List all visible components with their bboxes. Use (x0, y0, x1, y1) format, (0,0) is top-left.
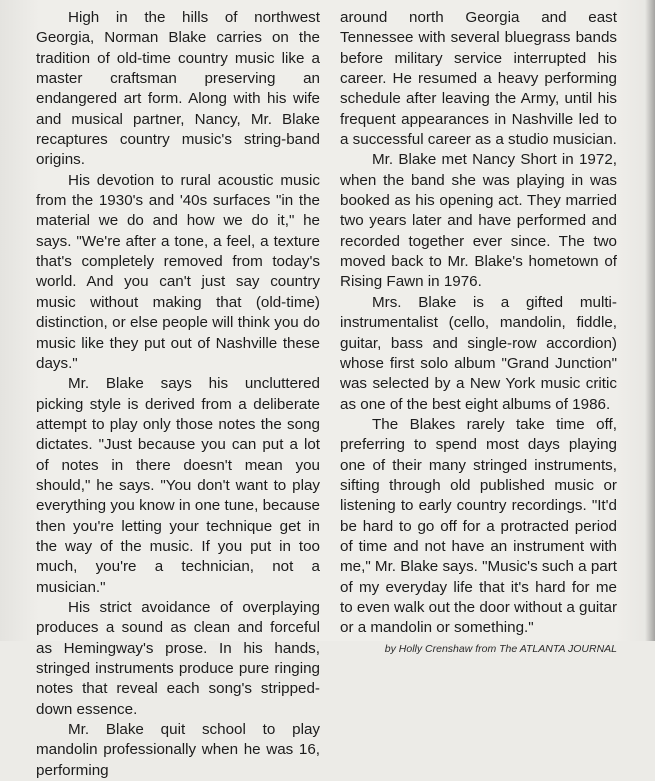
paragraph-devotion: His devotion to rural acoustic music from the 1930's and '40s surfaces "in the material we do and how we do it," he says. "We're after a tone, a feel, a texture that's completely removed from today's world. And you can't just say country music without making that (old-time) distinction, or else people will think you do music like they put out of Nashville these days." (36, 171, 320, 372)
paragraph-picking-style: Mr. Blake says his uncluttered picking style is derived from a deliberate attempt to play only those notes the song dictates. "Just because you can put a lot of notes in there doesn't mean you should," he says. "You don't want to play everything you know in one tune, because then you're letting your technique get in the way of the music. If you put in too much, you're a technician, not a musician." (36, 375, 320, 596)
paragraph-overplaying: His strict avoidance of overplaying produces a sound as clean and forceful as Hemingway's prose. In his hands, stringed instruments produce pure ringing notes that reveal each song's stripped-down essence. (36, 598, 320, 718)
paragraph-nancy: Mr. Blake met Nancy Short in 1972, when the band she was playing in was booked as his opening act. They married two years later and have performed and recorded together ever since. The two moved back to Mr. Blake's hometown of Rising Fawn in 1976. (340, 151, 617, 291)
paragraph-intro: High in the hills of northwest Georgia, Norman Blake carries on the tradition of old-time country music like a master craftsman preserving an endangered art form. Along with his wife and musical partner, Nancy, Mr. Blake recaptures country music's string-band origins. (36, 9, 320, 169)
left-column (36, 8, 320, 781)
paragraph-multi-instrumentalist: Mrs. Blake is a gifted multi-instrumentalist (cello, mandolin, fiddle, guitar, bass and single-row accordion) whose first solo album "Grand Junction" was selected by a New York music critic as one of the best eight albums of 1986. (340, 293, 617, 413)
page-edge-shadow (645, 0, 655, 641)
paragraph-time-off: The Blakes rarely take time off, preferring to spend most days playing one of their many stringed instruments, sifting through old published music or listening to early country recordings. "It'd be hard to go off for a protracted period of time and not have an instrument with me," Mr. Blake says. "Music's such a part of my everyday life that it's hard for me to even walk out the door without a guitar or a mandolin or something." (340, 415, 618, 637)
paragraph-quit-school: Mr. Blake quit school to play mandolin professionally when he was 16, performing (36, 721, 320, 779)
right-column (340, 8, 617, 656)
byline-credit: by Holly Crenshaw from The ATLANTA JOURNAL (384, 642, 617, 655)
paragraph-career: around north Georgia and east Tennessee with several bluegrass bands before military service interrupted his career. He resumed a heavy performing schedule after leaving the Army, until his frequent appearances in Nashville led to a successful career as a studio musician. (340, 9, 617, 149)
